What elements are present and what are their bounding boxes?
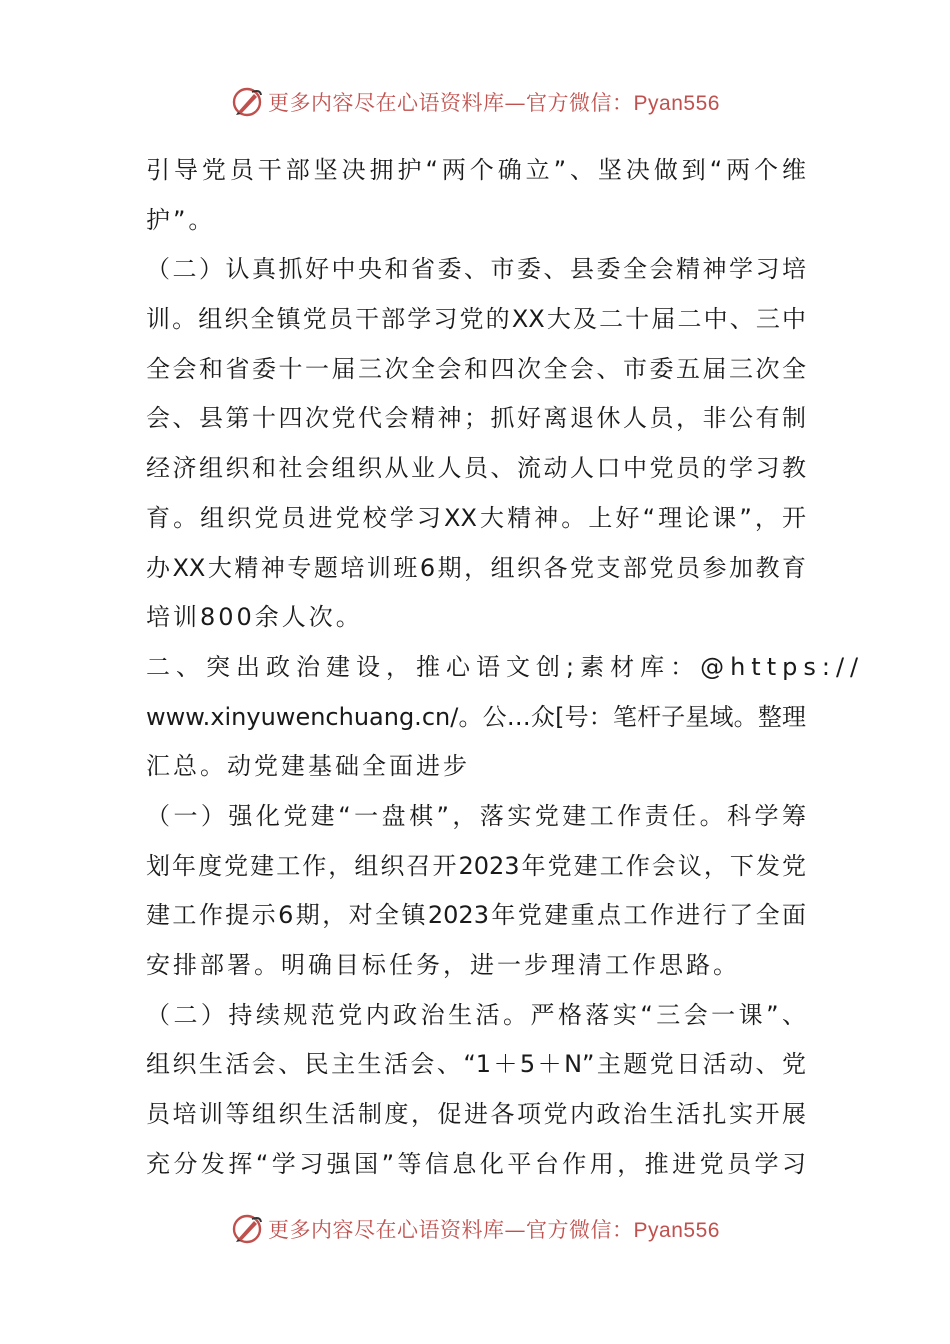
watermark-text: 更多内容尽在心语资料库—官方微信：Pyan556 [268, 91, 720, 115]
text-line: 引导党员干部坚决拥护“两个确立”、坚决做到“两个维 [146, 156, 806, 184]
text-line: 训。组织全镇党员干部学习党的XX大及二十届二中、三中 [146, 305, 806, 334]
document-body [146, 146, 865, 1189]
text-line: 会、县第十四次党代会精神；抓好离退休人员，非公有制 [146, 404, 806, 433]
text-line: 建工作提示6期，对全镇2023年党建重点工作进行了全面 [146, 901, 806, 930]
text-line: 划年度党建工作，组织召开2023年党建工作会议，下发党 [146, 851, 806, 880]
text-line: 组织生活会、民主生活会、“1＋5＋N”主题党日活动、党 [146, 1050, 806, 1079]
text-line: （二）持续规范党内政治生活。严格落实“三会一课”、 [146, 1000, 806, 1029]
text-line: 充分发挥“学习强国”等信息化平台作用，推进党员学习 [146, 1149, 806, 1178]
text-line: 员培训等组织生活制度，促进各项党内政治生活扎实开展 [146, 1100, 806, 1129]
header-watermark-banner [0, 82, 950, 122]
text-line: 经济组织和社会组织从业人员、流动人口中党员的学习教 [146, 454, 806, 483]
text-line: （二）认真抓好中央和省委、市委、县委全会精神学习培 [146, 255, 806, 284]
text-line: 汇总。动党建基础全面进步 [146, 752, 470, 781]
text-line: 安排部署。明确目标任务，进一步理清工作思路。 [146, 951, 740, 979]
text-line: 办XX大精神专题培训班6期，组织各党支部党员参加教育 [146, 553, 806, 582]
text-line: 护”。 [146, 205, 216, 234]
text-line: 二、突出政治建设，推心语文创;素材库：@https:// [146, 652, 865, 681]
footer-watermark-banner [0, 1209, 950, 1249]
watermark-text: 更多内容尽在心语资料库—官方微信：Pyan556 [268, 1218, 720, 1242]
pen-circle-logo-icon [230, 1212, 264, 1246]
text-line: （一）强化党建“一盘棋”，落实党建工作责任。科学筹 [146, 801, 806, 830]
text-line: 育。组织党员进党校学习XX大精神。上好“理论课”，开 [146, 503, 806, 532]
text-line: 全会和省委十一届三次全会和四次全会、市委五届三次全 [146, 354, 806, 383]
text-line: www.xinyuwenchuang.cn/。公…众[号：笔杆子星域。整理 [146, 702, 806, 731]
pen-circle-logo-icon [230, 85, 264, 119]
text-line: 培训800余人次。 [146, 603, 363, 632]
